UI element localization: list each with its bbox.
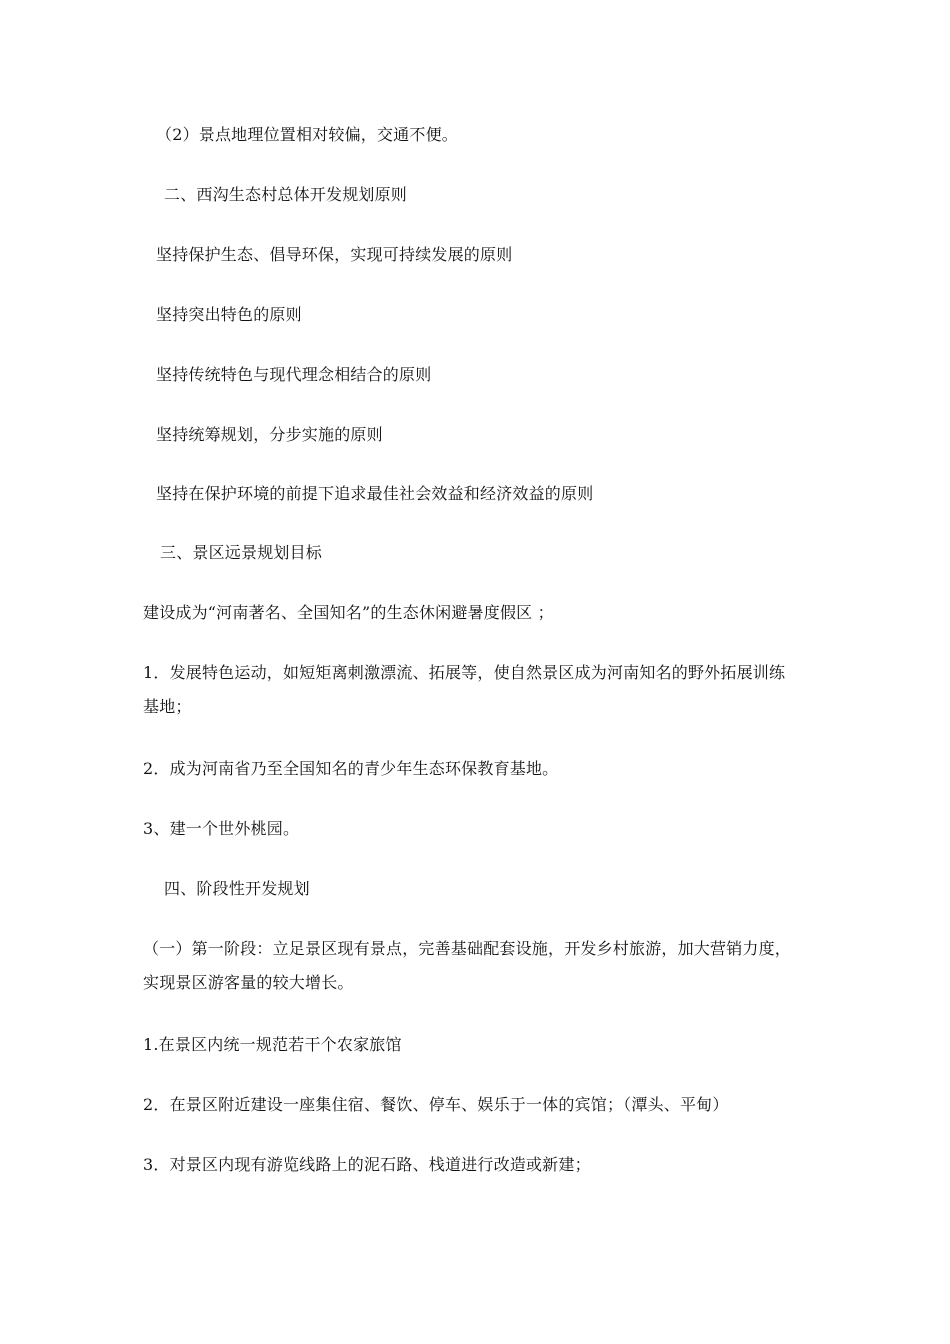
section-heading-goals: 三、景区远景规划目标 xyxy=(160,543,323,562)
phase-item-3: 3．对景区内现有游览线路上的泥石路、栈道进行改造或新建； xyxy=(143,1155,591,1174)
goal-statement: 建设成为“河南著名、全国知名”的生态休闲避暑度假区 ； xyxy=(143,603,554,622)
paragraph-weakness-2: （2）景点地理位置相对较偏，交通不便。 xyxy=(156,125,458,144)
goal-item-1-continued: 基地； xyxy=(143,697,192,716)
principle-item-2: 坚持突出特色的原则 xyxy=(156,305,302,324)
phase-one-description-continued: 实现景区游客量的较大增长。 xyxy=(143,973,354,992)
principle-item-3: 坚持传统特色与现代理念相结合的原则 xyxy=(156,365,432,384)
principle-item-5: 坚持在保护环境的前提下追求最佳社会效益和经济效益的原则 xyxy=(156,484,594,503)
phase-one-description: （一）第一阶段：立足景区现有景点，完善基础配套设施，开发乡村旅游，加大营销力度， xyxy=(143,939,792,958)
phase-item-1: 1.在景区内统一规范若干个农家旅馆 xyxy=(143,1035,402,1054)
phase-item-2: 2．在景区附近建设一座集住宿、餐饮、停车、娱乐于一体的宾馆；（潭头、平甸） xyxy=(143,1095,729,1114)
goal-item-2: 2．成为河南省乃至全国知名的青少年生态环保教育基地。 xyxy=(143,759,559,778)
principle-item-4: 坚持统筹规划，分步实施的原则 xyxy=(156,425,383,444)
section-heading-principles: 二、西沟生态村总体开发规划原则 xyxy=(164,185,408,204)
goal-item-1: 1．发展特色运动，如短矩离刺激漂流、拓展等，使自然景区成为河南知名的野外拓展训练 xyxy=(143,663,786,682)
goal-item-3: 3、建一个世外桃园。 xyxy=(143,819,300,838)
principle-item-1: 坚持保护生态、倡导环保，实现可持续发展的原则 xyxy=(156,245,513,264)
section-heading-phases: 四、阶段性开发规划 xyxy=(164,879,310,898)
